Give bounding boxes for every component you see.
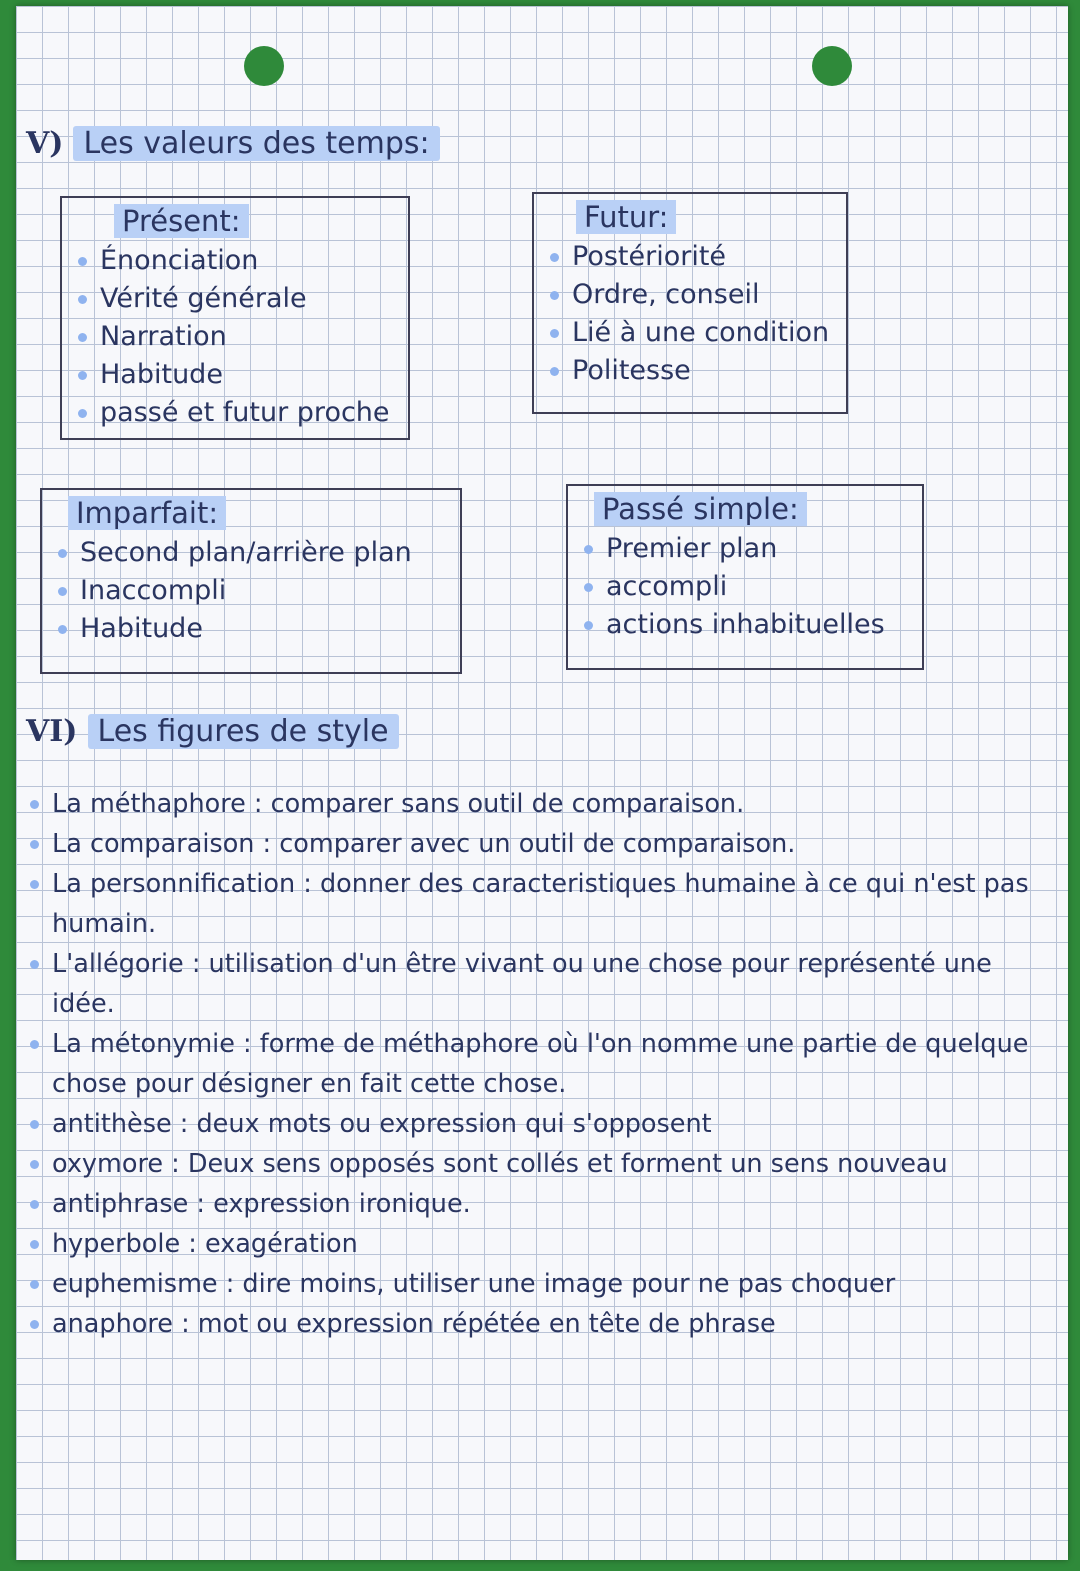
futur-list [546,238,834,390]
present-list [74,242,396,432]
list-item: L'allégorie : utilisation d'un être vivant ou une chose pour représenté une idée. [20,944,1060,1024]
section-5-heading [26,126,440,161]
list-item: Second plan/arrière plan [54,534,448,572]
list-item: oxymore : Deux sens opposés sont collés et forment un sens nouveau [20,1144,1060,1184]
futur-box [532,192,848,414]
present-title: Présent: [114,204,249,238]
list-item: passé et futur proche [74,394,396,432]
section-5-title: Les valeurs des temps: [73,126,439,161]
list-item: La méthaphore : comparer sans outil de comparaison. [20,784,1060,824]
passe-simple-title: Passé simple: [594,492,807,526]
imparfait-box [40,488,462,674]
list-item: hyperbole : exagération [20,1224,1060,1264]
futur-title: Futur: [576,200,676,234]
list-item: La personnification : donner des caracteristiques humaine à ce qui n'est pas humain. [20,864,1060,944]
binder-hole-right [812,46,852,86]
imparfait-title: Imparfait: [68,496,226,530]
list-item: antiphrase : expression ironique. [20,1184,1060,1224]
list-item: Narration [74,318,396,356]
list-item: Postériorité [546,238,834,276]
list-item: Politesse [546,352,834,390]
list-item: Vérité générale [74,280,396,318]
list-item: Premier plan [580,530,910,568]
list-item: La comparaison : comparer avec un outil de comparaison. [20,824,1060,864]
section-6-heading [26,714,399,749]
passe-simple-list [580,530,910,644]
list-item: accompli [580,568,910,606]
list-item: anaphore : mot ou expression répétée en tête de phrase [20,1304,1060,1344]
present-box [60,196,410,440]
imparfait-list [54,534,448,648]
binder-hole-left [244,46,284,86]
list-item: Habitude [54,610,448,648]
section-6-number: VI) [26,714,78,749]
list-item: Inaccompli [54,572,448,610]
list-item: Énonciation [74,242,396,280]
list-item: Habitude [74,356,396,394]
list-item: Ordre, conseil [546,276,834,314]
section-6-title: Les figures de style [88,714,399,749]
list-item: actions inhabituelles [580,606,910,644]
passe-simple-box [566,484,924,670]
notebook-page [16,6,1068,1560]
list-item: La métonymie : forme de méthaphore où l'on nomme une partie de quelque chose pour désigner en fait cette chose. [20,1024,1060,1104]
list-item: Lié à une condition [546,314,834,352]
list-item: euphemisme : dire moins, utiliser une image pour ne pas choquer [20,1264,1060,1304]
section-5-number: V) [26,126,64,161]
list-item: antithèse : deux mots ou expression qui s'opposent [20,1104,1060,1144]
figures-list [20,784,1060,1344]
